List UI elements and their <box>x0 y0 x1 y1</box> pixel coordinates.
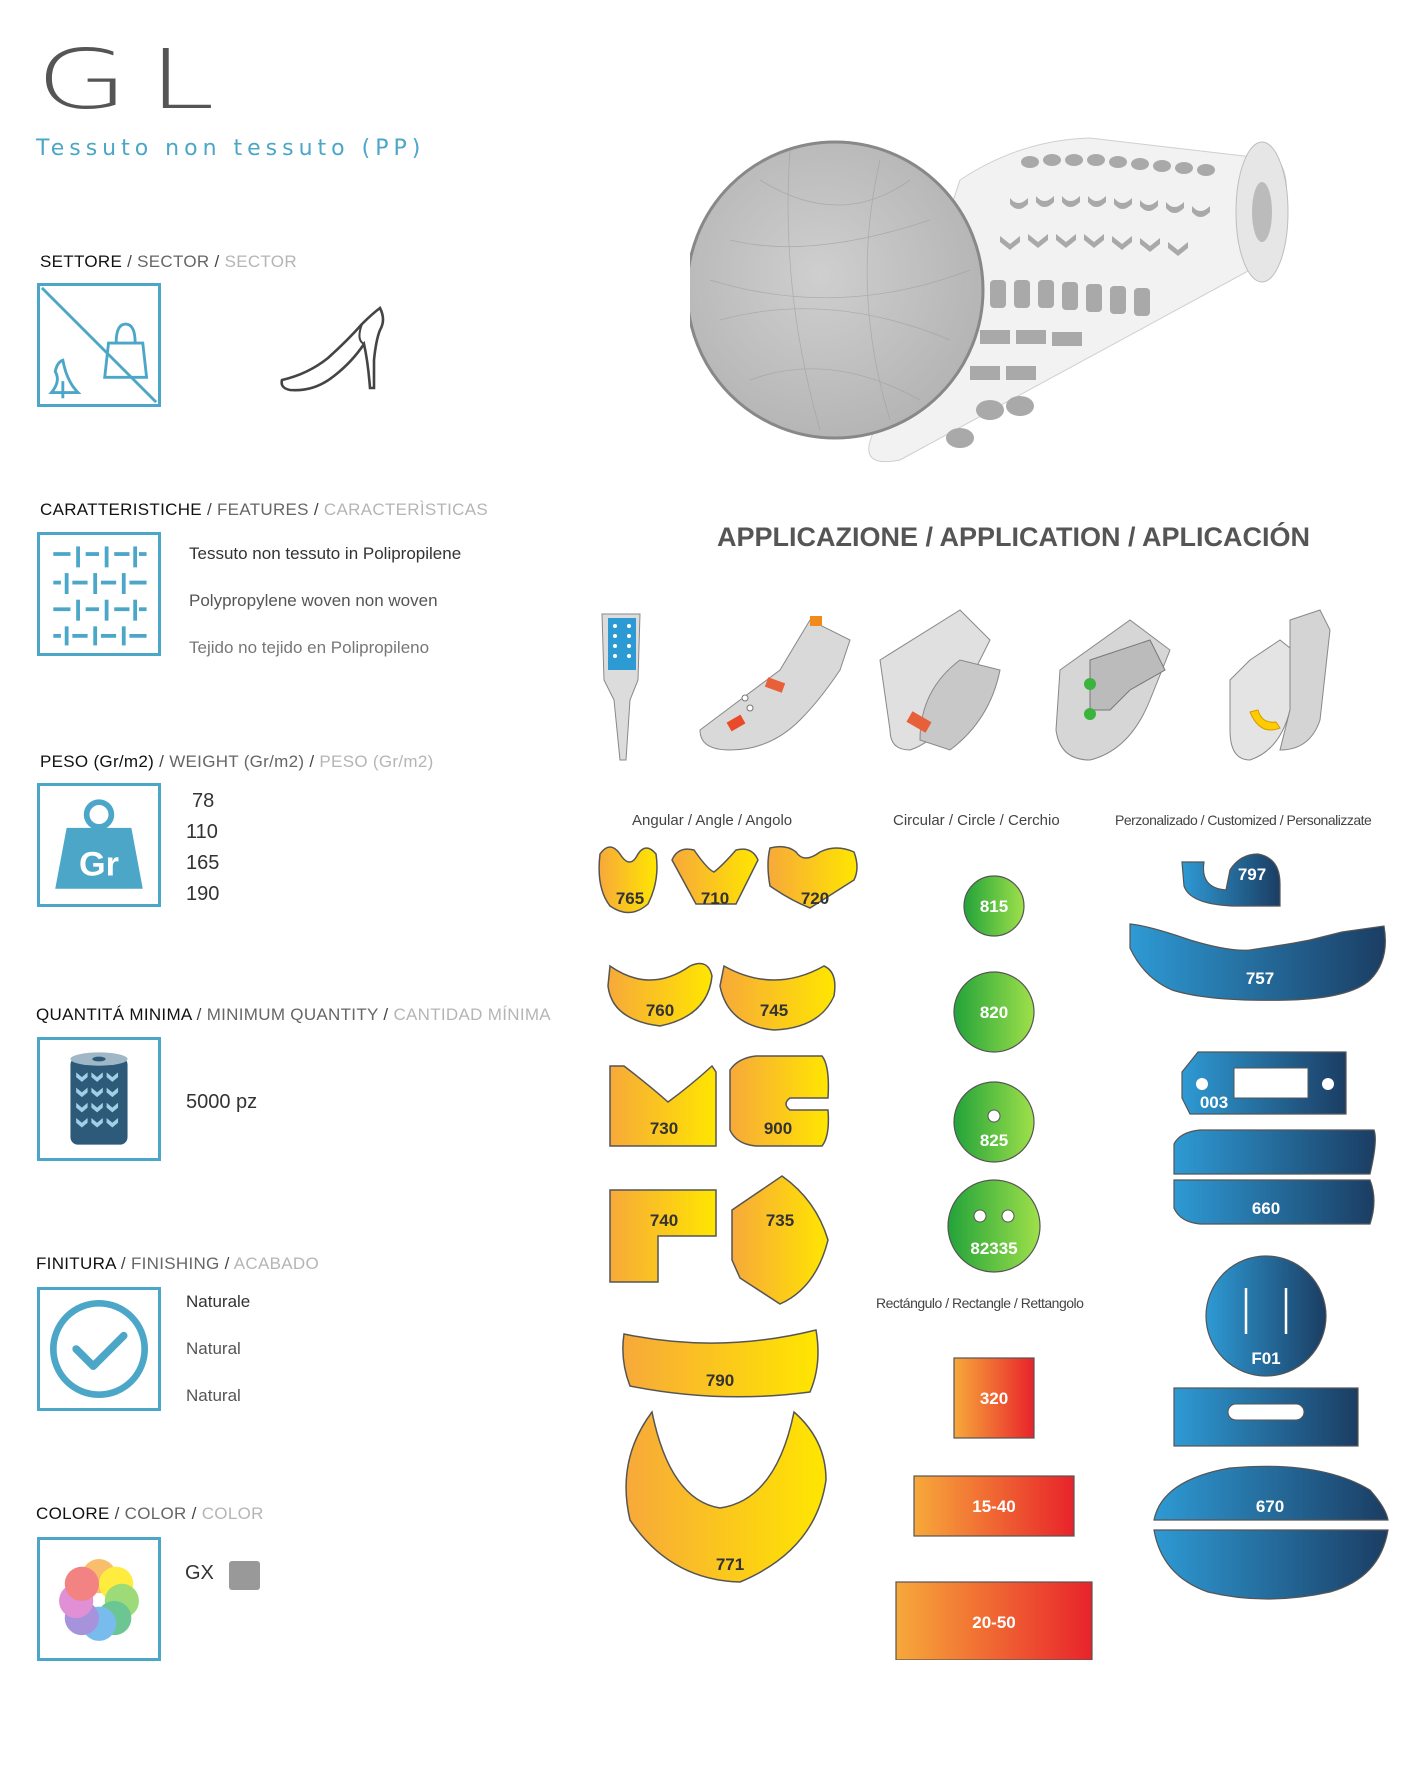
shape-660 <box>1174 1130 1375 1224</box>
weight-value: 190 <box>186 883 220 905</box>
weight-title-es: PESO (Gr/m2) <box>319 752 434 771</box>
min-qty-icon-box <box>37 1037 161 1161</box>
weight-values <box>186 786 219 910</box>
color-swatch <box>229 1561 260 1590</box>
shape-771 <box>626 1412 826 1582</box>
shape-label: 670 <box>1255 1497 1285 1516</box>
application-shoe-2 <box>700 616 850 750</box>
min-qty-value: 5000 pz <box>186 1091 258 1113</box>
finishing-line: Naturale <box>186 1292 251 1311</box>
features-title-it: CARATTERISTICHE <box>40 500 202 519</box>
shape-740 <box>610 1190 716 1282</box>
rect-column-title: Rectángulo / Rectangle / Rettangolo <box>876 1295 1084 1311</box>
shape-label: 660 <box>1251 1199 1281 1218</box>
color-title-it: COLORE <box>36 1504 110 1523</box>
min-qty-title-en: MINIMUM QUANTITY <box>206 1005 379 1024</box>
min-qty-title: QUANTITÁ MINIMA / MINIMUM QUANTITY / CANTIDAD MÍNIMA <box>36 1005 551 1024</box>
application-title: APPLICAZIONE / APPLICATION / APLICACIÓN <box>717 522 1311 552</box>
weight-value: 78 <box>192 790 215 812</box>
checkmark-icon <box>40 1290 158 1408</box>
shape-label: 20-50 <box>972 1613 1016 1632</box>
shape-820 <box>954 972 1034 1052</box>
product-subtitle: Tessuto non tessuto (PP) <box>36 136 426 161</box>
shape-20-50 <box>896 1582 1092 1660</box>
finishing-line: Natural <box>186 1386 241 1405</box>
color-title-en: COLOR <box>124 1504 187 1523</box>
shape-label: 740 <box>649 1211 679 1230</box>
shape-label: 15-40 <box>972 1497 1016 1516</box>
shape-label: 720 <box>800 889 830 908</box>
shape-label: 790 <box>705 1371 735 1390</box>
shape-label: 797 <box>1237 865 1267 884</box>
shape-15-40 <box>914 1476 1074 1536</box>
high-heel-icon <box>278 300 388 396</box>
shape-F01-strip <box>1174 1388 1358 1446</box>
weight-kettlebell-icon <box>40 786 158 904</box>
shape-760 <box>608 964 712 1026</box>
shape-label: 900 <box>763 1119 793 1138</box>
shape-790 <box>623 1330 818 1397</box>
shape-label: 003 <box>1199 1093 1229 1112</box>
weight-title-en: WEIGHT (Gr/m2) <box>169 752 305 771</box>
shape-label: F01 <box>1251 1349 1281 1368</box>
roll-icon <box>40 1040 158 1158</box>
feature-line-es: Tejido no tejido en Polipropileno <box>189 638 430 657</box>
shapes-catalog <box>590 840 1410 1660</box>
application-shoe-3 <box>880 610 1000 750</box>
brand-title: GL <box>36 33 235 128</box>
shape-670 <box>1154 1466 1388 1599</box>
finishing-title-it: FINITURA <box>36 1254 116 1273</box>
shape-label: 765 <box>615 889 645 908</box>
shape-710 <box>672 849 758 908</box>
shape-label: 745 <box>759 1001 789 1020</box>
finishing-line: Natural <box>186 1339 241 1358</box>
sector-title-es: SECTOR <box>224 252 297 271</box>
features-title-en: FEATURES <box>217 500 309 519</box>
feature-line-it: Tessuto non tessuto in Polipropilene <box>189 544 462 563</box>
fabric-weave-icon <box>40 535 158 653</box>
finishing-title-es: ACABADO <box>233 1254 319 1273</box>
application-shoe-1 <box>602 614 640 760</box>
shape-label: 730 <box>649 1119 679 1138</box>
shape-label: 815 <box>979 897 1009 916</box>
min-qty-title-es: CANTIDAD MÍNIMA <box>393 1005 551 1024</box>
shape-label: 760 <box>645 1001 675 1020</box>
sector-icon-box <box>37 283 161 407</box>
shape-label: 757 <box>1245 969 1275 988</box>
feature-line-en: Polypropylene woven non woven <box>189 591 438 610</box>
color-flower-icon <box>40 1540 158 1658</box>
application-shoe-5 <box>1230 610 1330 760</box>
shape-320 <box>954 1358 1034 1438</box>
weight-value: 110 <box>186 821 218 843</box>
sector-title-it: SETTORE <box>40 252 123 271</box>
color-icon-box <box>37 1537 161 1661</box>
color-title-es: COLOR <box>201 1504 264 1523</box>
finishing-title-en: FINISHING <box>130 1254 220 1273</box>
shape-730 <box>610 1066 716 1146</box>
circular-column-title: Circular / Circle / Cerchio <box>893 812 1060 829</box>
shape-label: 825 <box>979 1131 1009 1150</box>
shape-label: 735 <box>765 1211 795 1230</box>
shape-720 <box>768 847 857 908</box>
shape-745 <box>720 966 835 1030</box>
weight-icon-box <box>37 783 161 907</box>
sector-title: SETTORE / SECTOR / SECTOR <box>40 252 297 271</box>
shape-757 <box>1130 924 1385 1000</box>
features-title: CARATTERISTICHE / FEATURES / CARACTERÌSTICAS <box>40 500 489 519</box>
finishing-icon-box <box>37 1287 161 1411</box>
shape-label: 820 <box>979 1003 1009 1022</box>
shoe-bag-icon <box>40 286 158 404</box>
shape-F01 <box>1206 1256 1326 1376</box>
color-code: GX <box>185 1562 214 1584</box>
custom-column-title: Perzonalizado / Customized / Personalizzate <box>1115 812 1372 828</box>
shape-735 <box>732 1176 828 1304</box>
shape-765 <box>599 847 657 913</box>
weight-title-it: PESO (Gr/m2) <box>40 752 155 771</box>
sector-title-en: SECTOR <box>137 252 210 271</box>
finishing-title: FINITURA / FINISHING / ACABADO <box>36 1254 319 1273</box>
shape-label: 771 <box>715 1555 745 1574</box>
shape-82335 <box>948 1180 1040 1272</box>
product-roll-illustration <box>690 120 1310 470</box>
angular-column-title: Angular / Angle / Angolo <box>632 812 793 829</box>
shape-label: 710 <box>700 889 730 908</box>
shape-label: 320 <box>979 1389 1009 1408</box>
weight-value: 165 <box>186 852 220 874</box>
shape-label: 82335 <box>970 1239 1018 1258</box>
features-icon-box <box>37 532 161 656</box>
min-qty-title-it: QUANTITÁ MINIMA <box>36 1005 192 1024</box>
application-illustrations <box>590 600 1410 770</box>
shape-825 <box>954 1082 1034 1162</box>
application-shoe-4 <box>1056 620 1170 760</box>
shape-003 <box>1182 1052 1346 1114</box>
shape-797 <box>1182 854 1280 906</box>
color-title: COLORE / COLOR / COLOR <box>36 1504 264 1523</box>
features-title-es: CARACTERÌSTICAS <box>323 500 489 519</box>
shape-900 <box>730 1056 828 1146</box>
shape-815 <box>964 876 1024 936</box>
weight-title: PESO (Gr/m2) / WEIGHT (Gr/m2) / PESO (Gr/m2) <box>40 752 434 771</box>
weight-icon-text: Gr <box>79 845 119 884</box>
